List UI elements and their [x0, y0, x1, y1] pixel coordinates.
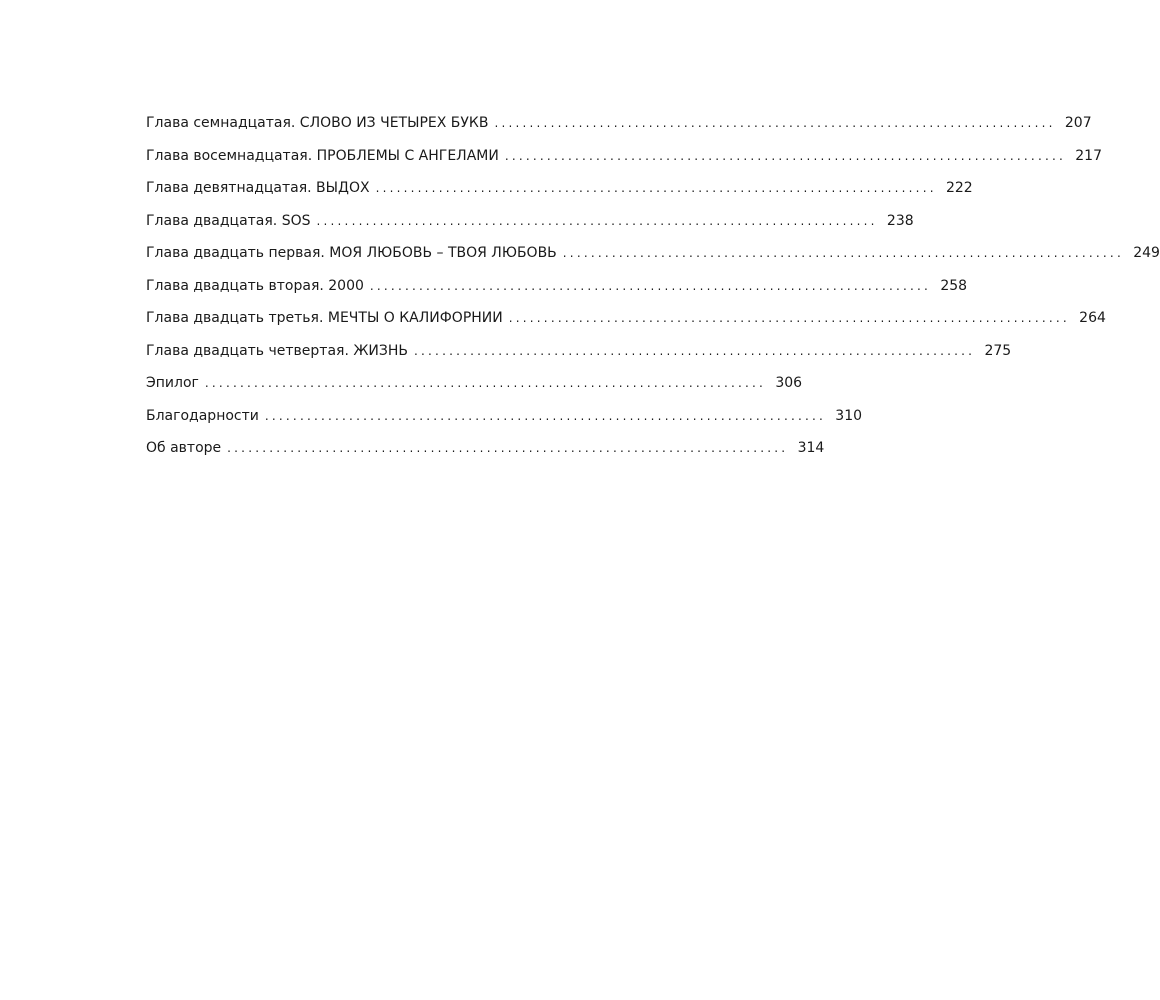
toc-entry [146, 407, 863, 441]
toc-entry [146, 212, 914, 246]
toc-page-number: 306 [775, 375, 803, 391]
toc-entry-title: Эпилог [146, 375, 199, 391]
toc-page-number: 249 [1133, 245, 1160, 261]
toc-entry [146, 440, 825, 473]
toc-page-number: 264 [1079, 310, 1106, 326]
toc-entry-title: Глава двадцатая. SOS [146, 212, 311, 229]
table-of-contents [146, 115, 1160, 473]
toc-entry-title: Глава двадцать четвертая. ЖИЗНЬ [146, 342, 409, 359]
toc-entry-title: Глава двадцать первая. МОЯ ЛЮБОВЬ – ТВОЯ ЛЮБОВЬ [146, 245, 557, 261]
toc-entry-title: Глава девятнадцатая. ВЫДОХ [146, 180, 370, 196]
dot-leader: ................................................................................ [204, 376, 767, 390]
toc-entry [146, 180, 973, 213]
toc-entry [146, 277, 968, 311]
toc-entry [146, 310, 1106, 343]
toc-page-number: 238 [886, 212, 914, 229]
dot-leader: ................................................................................ [414, 343, 976, 358]
dot-leader: ................................................................................ [375, 181, 937, 195]
dot-leader: ................................................................................ [562, 246, 1124, 260]
toc-page-number: 222 [945, 180, 973, 196]
dot-leader: ................................................................................ [494, 116, 1056, 130]
toc-page-number: 217 [1075, 147, 1102, 164]
dot-leader: ................................................................................ [504, 148, 1066, 163]
toc-page-number: 207 [1064, 115, 1092, 131]
toc-entry-title: Благодарности [146, 407, 259, 424]
toc-entry [146, 342, 1012, 376]
dot-leader: ................................................................................ [369, 278, 932, 293]
toc-entry [146, 375, 803, 408]
toc-entry-title: Глава двадцать вторая. 2000 [146, 277, 364, 294]
toc-entry-title: Глава двадцать третья. МЕЧТЫ О КАЛИФОРНИИ [146, 310, 503, 326]
dot-leader: ................................................................................ [316, 213, 878, 228]
toc-page-number: 258 [940, 277, 968, 294]
dot-leader: ................................................................................ [508, 311, 1070, 325]
toc-entry [146, 147, 1102, 181]
toc-entry-title: Глава восемнадцатая. ПРОБЛЕМЫ С АНГЕЛАМИ [146, 147, 499, 164]
dot-leader: ................................................................................ [264, 408, 827, 423]
toc-entry-title: Об авторе [146, 440, 222, 456]
toc-entry [146, 245, 1160, 278]
toc-entry [146, 115, 1092, 148]
toc-page-number: 314 [797, 440, 825, 456]
toc-entry-title: Глава семнадцатая. СЛОВО ИЗ ЧЕТЫРЕХ БУКВ [146, 115, 489, 131]
dot-leader: ................................................................................ [227, 441, 789, 455]
toc-page-number: 310 [835, 407, 863, 424]
toc-page-number: 275 [984, 342, 1012, 359]
